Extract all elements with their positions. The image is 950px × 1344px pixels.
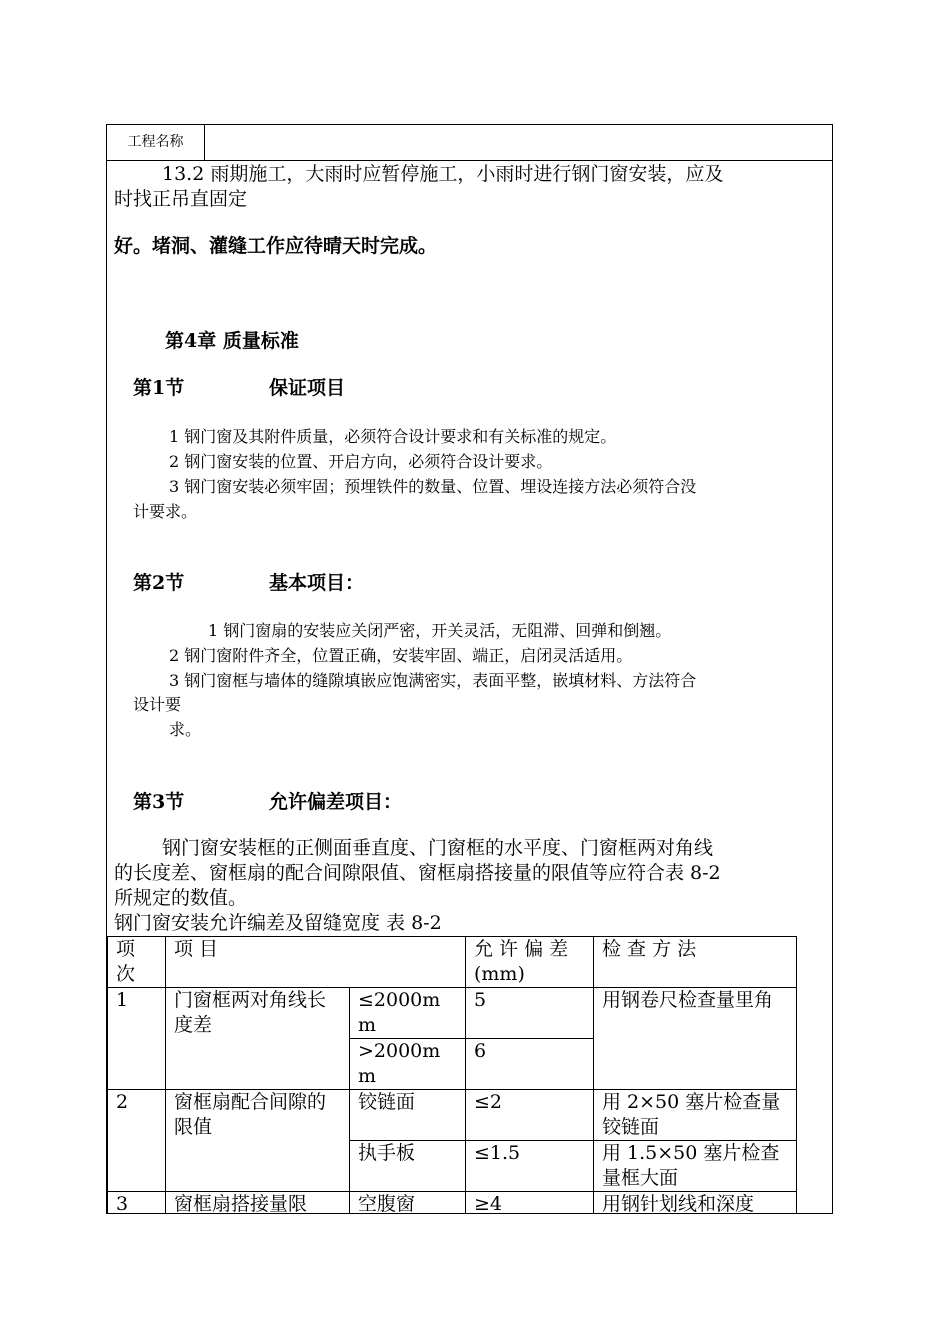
row-deviation: ≤2 [466, 1090, 594, 1141]
row-no: 3 [108, 1192, 166, 1215]
row-method: 用 2×50 塞片检查量铰链面 [594, 1090, 797, 1141]
row-deviation: 6 [466, 1039, 594, 1090]
header-row [107, 125, 832, 161]
row-method: 用 1.5×50 塞片检查量框大面 [594, 1141, 797, 1192]
row-method: 用钢针划线和深度 [594, 1192, 797, 1215]
row-no: 1 [108, 988, 166, 1090]
row-deviation: ≥4 [466, 1192, 594, 1215]
sec1-item: 1 钢门窗及其附件质量，必须符合设计要求和有关标准的规定。 [169, 427, 617, 446]
sec1-item: 2 钢门窗安装的位置、开启方向，必须符合设计要求。 [169, 452, 553, 471]
table-header-row [108, 937, 797, 988]
row-sub-item: ≤2000mm [350, 988, 466, 1039]
sec2-number: 第2节 [133, 572, 185, 594]
sec3-paragraph-line: 钢门窗安装框的正侧面垂直度、门窗框的水平度、门窗框两对角线 [162, 837, 714, 859]
sec3-paragraph-line: 所规定的数值。 [114, 887, 248, 909]
deviation-table [107, 936, 797, 1214]
rain-line-3: 好。堵洞、灌缝工作应待晴天时完成。 [114, 235, 438, 257]
table-row [108, 1090, 797, 1141]
sec3-paragraph-line: 的长度差、窗框扇的配合间隙限值、窗框扇搭接量的限值等应符合表 8-2 [114, 862, 721, 884]
table-caption: 钢门窗安装允许编差及留缝宽度 表 8-2 [114, 912, 442, 934]
sec2-item: 2 钢门窗附件齐全，位置正确，安装牢固、端正，启闭灵活适用。 [169, 646, 633, 665]
row-deviation: 5 [466, 988, 594, 1039]
sec2-item: 求。 [169, 720, 202, 739]
project-name-label: 工程名称 [107, 125, 205, 160]
row-sub-item: 空腹窗 [350, 1192, 466, 1215]
sec1-title: 保证项目 [269, 377, 346, 399]
row-method: 用钢卷尺检查量里角 [594, 988, 797, 1090]
row-sub-item: 铰链面 [350, 1090, 466, 1141]
table-row [108, 988, 797, 1039]
row-item: 窗框扇配合间隙的限值 [166, 1090, 350, 1192]
document-frame [106, 124, 833, 1214]
sec2-item: 3 钢门窗框与墙体的缝隙填嵌应饱满密实，表面平整，嵌填材料、方法符合 [169, 671, 697, 690]
header-deviation: 允 许 偏 差 (mm) [466, 937, 594, 988]
sec3-number: 第3节 [133, 791, 185, 813]
row-item: 窗框扇搭接量限 [166, 1192, 350, 1215]
sec1-number: 第1节 [133, 377, 185, 399]
rain-line-2: 时找正吊直固定 [114, 188, 248, 210]
chapter-title: 第4章 质量标准 [165, 330, 299, 352]
sec2-item: 设计要 [133, 695, 182, 714]
row-sub-item: 执手板 [350, 1141, 466, 1192]
row-deviation: ≤1.5 [466, 1141, 594, 1192]
table-row [108, 1192, 797, 1215]
sec1-item: 3 钢门窗安装必须牢固；预埋铁件的数量、位置、埋设连接方法必须符合没 [169, 477, 697, 496]
header-method: 检 查 方 法 [594, 937, 797, 988]
header-item: 项 目 [166, 937, 466, 988]
row-item: 门窗框两对角线长度差 [166, 988, 350, 1090]
sec3-title: 允许偏差项目： [269, 791, 403, 813]
sec2-title: 基本项目： [269, 572, 365, 594]
sec1-item: 计要求。 [133, 502, 198, 521]
row-no: 2 [108, 1090, 166, 1192]
rain-line-1: 13.2 雨期施工，大雨时应暂停施工，小雨时进行钢门窗安装，应及 [162, 163, 724, 185]
header-no: 项次 [108, 937, 166, 988]
sec2-item: 1 钢门窗扇的安装应关闭严密，开关灵活，无阻滞、回弹和倒翘。 [208, 621, 672, 640]
row-sub-item: >2000mm [350, 1039, 466, 1090]
